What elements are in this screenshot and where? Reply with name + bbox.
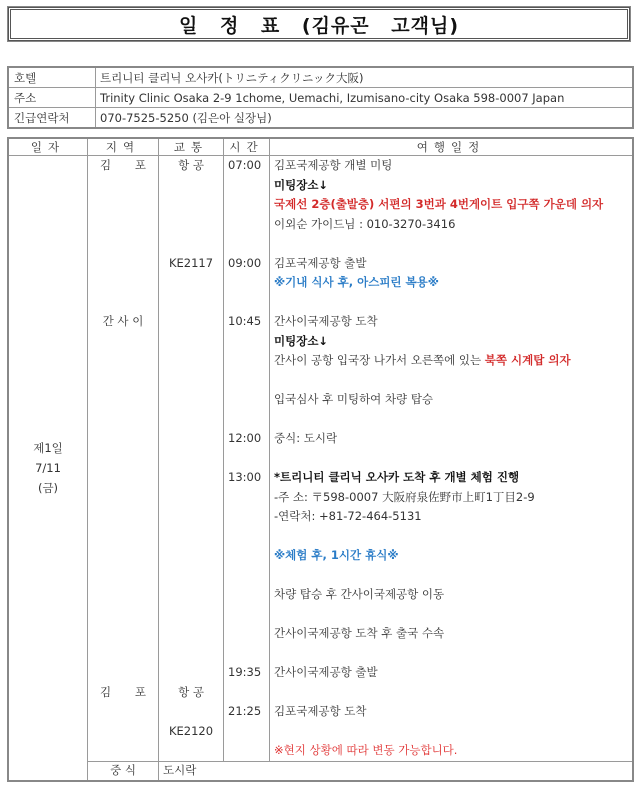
- itinerary-line: 간사이국제공항 도착 후 출국 수속: [274, 626, 445, 640]
- flight-ke2117: KE2117: [168, 255, 214, 270]
- aspirin-note: ※기내 식사 후, 아스피린 복용※: [274, 275, 439, 289]
- schedule-table: [7, 137, 634, 782]
- rest-note: ※체험 후, 1시간 휴식※: [274, 548, 399, 562]
- page-title: 일 정 표 (김유곤 고객님): [178, 14, 459, 37]
- meeting-place-kansai: 간사이 공항 입국장 나가서 오른쪽에 있는 북쪽 시계탑 의자: [274, 353, 571, 367]
- time-0700: 07:00: [228, 158, 262, 172]
- day-date: 7/11: [35, 460, 61, 475]
- day-weekday: (금): [37, 480, 59, 495]
- day-label: 제1일: [33, 440, 63, 455]
- time-2125: 21:25: [228, 704, 262, 718]
- region-col: [88, 156, 159, 762]
- guide-contact: 이외순 가이드님 : 010-3270-3416: [274, 216, 456, 231]
- header-time: 시간: [224, 138, 270, 156]
- itinerary-line: 간사이국제공항 출발: [274, 665, 378, 679]
- header-date: 일자: [8, 138, 88, 156]
- itinerary-line: 김포국제공항 개별 미팅: [274, 158, 393, 172]
- clinic-phone: -연락처: +81-72-464-5131: [274, 509, 422, 523]
- schedule-day-row: [8, 156, 633, 762]
- lunch-line: 중식: 도시락: [274, 431, 338, 445]
- transport-air-1: 항 공: [178, 158, 204, 172]
- info-row-address: [8, 88, 633, 108]
- itinerary-line: 차량 탑승 후 간사이국제공항 이동: [274, 587, 445, 601]
- meal-row: [8, 761, 633, 781]
- change-notice: ※현지 상황에 따라 변동 가능합니다.: [274, 743, 458, 757]
- clinic-visit: *트리니티 클리닉 오사카 도착 후 개별 체험 진행: [274, 470, 520, 484]
- info-table: [7, 66, 634, 129]
- header-itinerary: 여행일정: [270, 138, 634, 156]
- itinerary-col: [270, 156, 634, 762]
- transport-air-2: 항 공: [178, 684, 204, 699]
- flight-ke2120: KE2120: [168, 723, 214, 738]
- time-1045: 10:45: [228, 314, 262, 328]
- itinerary-line: 김포국제공항 도착: [274, 704, 367, 718]
- address-value: Trinity Clinic Osaka 2-9 1chome, Uemachi, Izumisano-city Osaka 598-0007 Japan: [96, 88, 634, 108]
- meal-label: 중 식: [88, 761, 159, 781]
- clinic-address: -주 소: 〒598-0007 大阪府泉佐野市上町1丁目2-9: [274, 489, 535, 504]
- transport-col: [159, 156, 224, 762]
- time-1935: 19:35: [228, 665, 262, 679]
- itinerary-line: 간사이국제공항 도착: [274, 314, 378, 328]
- meal-value: 도시락: [159, 761, 634, 781]
- info-row-hotel: [8, 67, 633, 88]
- page-title-box: [8, 7, 630, 41]
- region-gimpo-return: 김 포: [100, 684, 146, 699]
- emergency-label: 긴급연락처: [8, 108, 96, 129]
- time-0900: 09:00: [228, 255, 262, 270]
- day-cell: [8, 156, 88, 781]
- region-kansai: 간 사 이: [102, 314, 144, 328]
- time-1200: 12:00: [228, 431, 262, 445]
- hotel-value: 트리니티 클리닉 오사카(トリニティクリニック大阪): [96, 67, 634, 88]
- time-1300: 13:00: [228, 470, 262, 484]
- address-label: 주소: [8, 88, 96, 108]
- region-gimpo: 김 포: [100, 158, 146, 172]
- header-region: 지역: [88, 138, 159, 156]
- info-row-emergency: [8, 108, 633, 129]
- meeting-place-label: 미팅장소↓: [274, 333, 329, 348]
- meeting-place-label: 미팅장소↓: [274, 177, 329, 192]
- time-col: [224, 156, 270, 762]
- header-transport: 교통: [159, 138, 224, 156]
- itinerary-line: 입국심사 후 미팅하여 차량 탑승: [274, 392, 434, 406]
- itinerary-line: 김포국제공항 출발: [274, 255, 367, 270]
- schedule-header: [8, 138, 633, 156]
- hotel-label: 호텔: [8, 67, 96, 88]
- emergency-value: 070-7525-5250 (김은아 실장님): [96, 108, 634, 129]
- meeting-place-gimpo: 국제선 2층(출발층) 서편의 3번과 4번게이트 입구쪽 가운데 의자: [274, 197, 604, 211]
